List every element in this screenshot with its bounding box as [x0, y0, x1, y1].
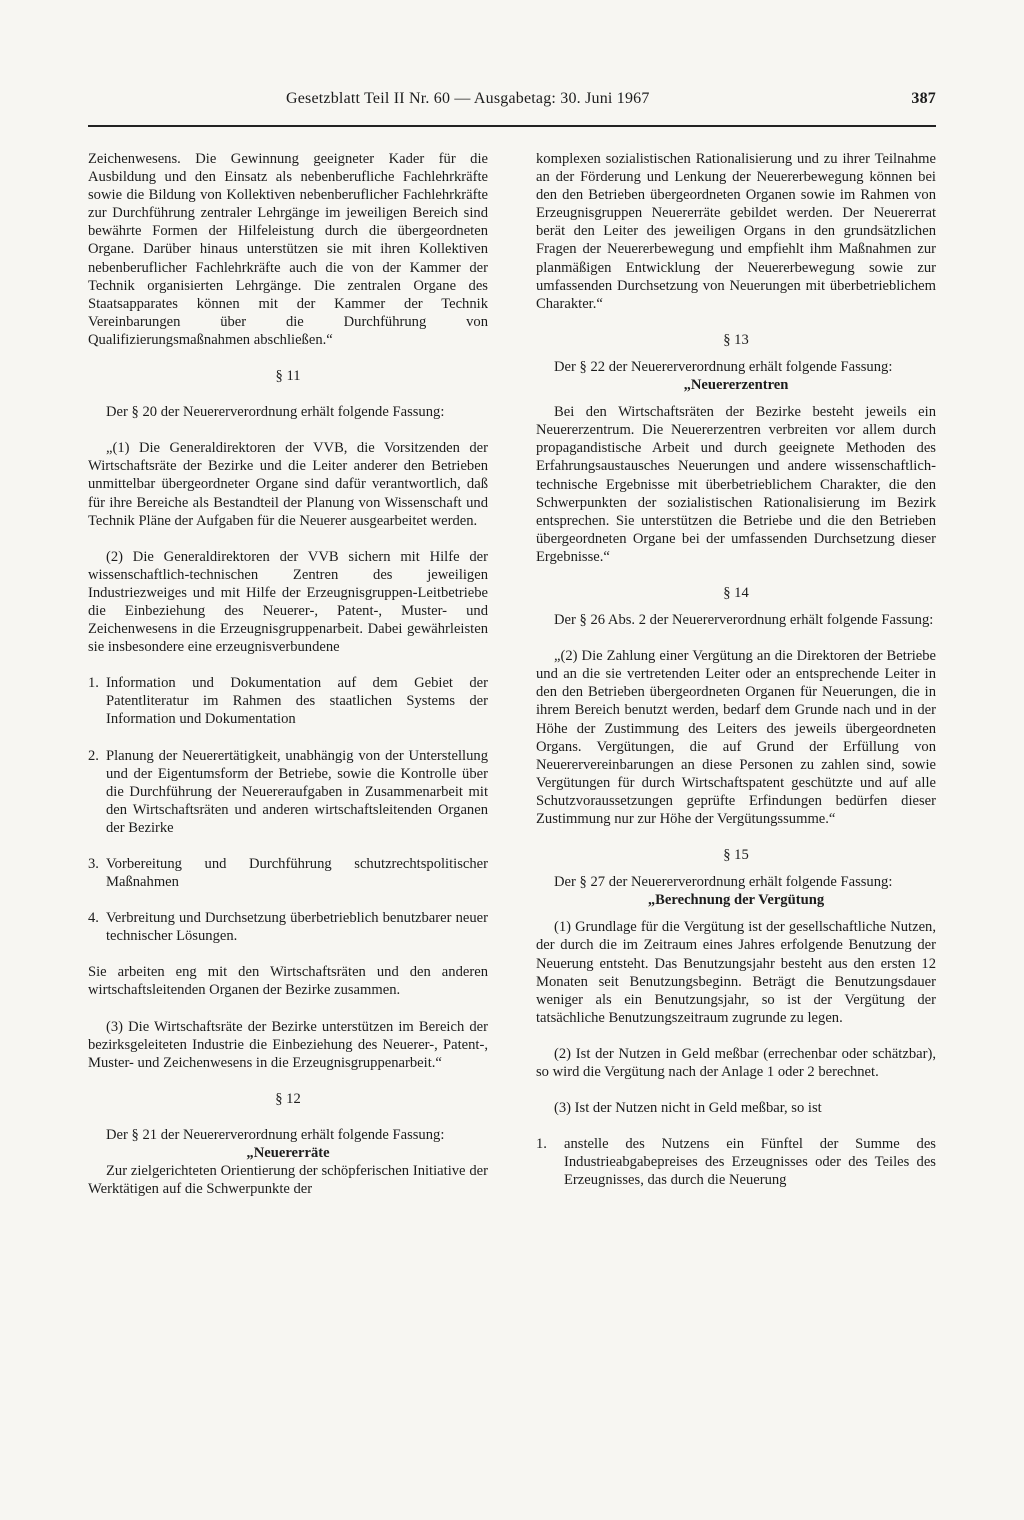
- list-item: [88, 747, 488, 837]
- page-header: [88, 90, 936, 118]
- paragraph: (2) Die Generaldirektoren der VVB sichern mit Hilfe der wissenschaftlich-technischen Zentren des jeweiligen Industriezweiges und mit Hilfe der Erzeugnisgruppen-Leitbetriebe die Einbeziehung des Neuerer-, Patent-, Muster- und Zeichenwesens in die Erzeugnisgruppenarbeit. Dabei gewährleisten sie insbesondere eine erzeugnisverbundene: [88, 548, 488, 656]
- list-item: [88, 909, 488, 945]
- section-heading-15: § 15: [723, 847, 749, 864]
- list-item-number: 4.: [88, 910, 99, 927]
- paragraph: Zur zielgerichteten Orientierung der schöpferischen Initiative der Werktätigen auf die Schwerpunkte der: [88, 1163, 488, 1198]
- section-heading-13: § 13: [723, 331, 749, 348]
- list-item-text: Vorbereitung und Durchführung schutzrechtspolitischer Maßnahmen: [106, 856, 488, 891]
- list-item-text: Planung der Neuerertätigkeit, unabhängig von der Unterstellung und der Eigentumsform der Betriebe, sowie die Kontrolle über die Durchführung der Neuereraufgaben in Zusammenarbeit mit den Wirtschaftsräten und anderen wirtschaftsleitenden Organen der Bezirke: [106, 747, 488, 836]
- section-intro: Der § 21 der Neuererverordnung erhält folgende Fassung:: [106, 1126, 445, 1143]
- section-intro: Der § 22 der Neuererverordnung erhält folgende Fassung:: [554, 358, 893, 375]
- paragraph: „(1) Die Generaldirektoren der VVB, die Vorsitzenden der Wirtschaftsräte der Bezirke und die Leiter anderer den Betrieben unmittelbar übergeordneter Organe sind dafür verantwortlich, daß für ihre Bereiche als Bestandteil der Planung von Wissenschaft und Technik Pläne der Aufgaben für die Neuerer ausgearbeitet werden.: [88, 440, 488, 529]
- list-item-number: 1.: [88, 675, 99, 692]
- right-column: [536, 150, 936, 1190]
- subheading: „Neuererräte: [246, 1145, 330, 1162]
- list-item-number: 2.: [88, 747, 99, 764]
- paragraph: (2) Ist der Nutzen in Geld meßbar (errechenbar oder schätzbar), so wird die Vergütung nach der Anlage 1 oder 2 berechnet.: [536, 1045, 936, 1081]
- section-intro: Der § 26 Abs. 2 der Neuererverordnung erhält folgende Fassung:: [554, 612, 934, 629]
- list-item-number: 1.: [536, 1136, 547, 1153]
- list-item-number: 3.: [88, 856, 99, 872]
- subheading: „Neuererzentren: [683, 377, 789, 394]
- paragraph: (1) Grundlage für die Vergütung ist der gesellschaftliche Nutzen, der durch die im Zeitraum eines Jahres erfolgende Benutzung der Neuerung entsteht. Das Benutzungsjahr besteht aus den ersten 12 Monaten seit Benutzungsbeginn. Beträgt die Benutzungsdauer weniger als ein Benutzungsjahr, so ist der Vergütung der tatsächliche Benutzungszeitraum zugrunde zu legen.: [536, 919, 936, 1026]
- subheading: „Berechnung der Vergütung: [647, 892, 825, 909]
- paragraph: „(2) Die Zahlung einer Vergütung an die Direktoren der Betriebe und an die sie vertretenden Leiter oder an entsprechende Leiter in den den Betrieben übergeordneten Organen für Neuerungen, die in ihrem Bereich benutzt werden, bedarf dem Grunde nach und in der Höhe der Zustimmung des Leiters des jeweils übergeordneten Organs. Vergütungen, die auf Grund der Erfüllung von Neuerervereinbarungen an diese Personen zu zahlen sind, sowie Vergütungen für durch Wirtschaftspatent geschützte und auf alle Schutzvoraussetzungen geprüfte Erfindungen bedürfen dieser Zustimmung nur zur Höhe der Vergütungssumme.“: [536, 648, 936, 827]
- paragraph: Zeichenwesens. Die Gewinnung geeigneter Kader für die Ausbildung und den Einsatz als nebenberufliche Fachlehrkräfte sowie die Bildung von Kollektiven nebenberuflicher Fachlehrkräfte zur Durchführung zentraler Lehrgänge im jeweiligen Bereich sind bewährte Formen der Hilfeleistung durch die übergeordneten Organe. Darüber hinaus unterstützen sie mit ihren Kollektiven nebenberuflicher Fachlehrkräfte auch die von der Kammer der Technik organisierten Lehrgänge. Die zentralen Organe des Staatsapparates können mit der Kammer der Technik Vereinbarungen über die Durchführung von Qualifizierungsmaßnahmen abschließen.“: [88, 151, 488, 348]
- paragraph: (3) Die Wirtschaftsräte der Bezirke unterstützen im Bereich der bezirksgeleiteten Industrie die Einbeziehung des Neuerer-, Patent-, Muster- und Zeichenwesens in die Erzeugnisgruppenarbeit.“: [88, 1018, 488, 1071]
- list-item: [536, 1135, 936, 1189]
- page-number: 387: [911, 90, 936, 107]
- section-intro: Der § 27 der Neuererverordnung erhält folgende Fassung:: [554, 874, 893, 891]
- header-title: Gesetzblatt Teil II Nr. 60 — Ausgabetag: 30. Juni 1967: [286, 90, 650, 107]
- section-heading-12: § 12: [275, 1090, 301, 1107]
- list-item: [88, 855, 488, 891]
- section-intro: Der § 20 der Neuererverordnung erhält folgende Fassung:: [106, 404, 445, 421]
- header-rule: [88, 125, 936, 127]
- paragraph: (3) Ist der Nutzen nicht in Geld meßbar, so ist: [554, 1100, 822, 1117]
- left-column: [88, 150, 488, 1198]
- list-item-text: anstelle des Nutzens ein Fünftel der Summe des Industrieabgabepreises des Erzeugnisses oder des Teiles des Erzeugnisses, das durch die Neuerung: [564, 1136, 936, 1189]
- paragraph: Sie arbeiten eng mit den Wirtschaftsräten und den anderen wirtschaftsleitenden Organen der Bezirke zusammen.: [88, 964, 488, 999]
- list-item-text: Verbreitung und Durchsetzung überbetrieblich benutzbarer neuer technischer Lösungen.: [106, 910, 488, 945]
- list-item-text: Information und Dokumentation auf dem Gebiet der Patentliteratur im Rahmen des staatlichen Systems der Information und Dokumentation: [106, 675, 488, 728]
- list-item: [88, 674, 488, 728]
- paragraph: Bei den Wirtschaftsräten der Bezirke besteht jeweils ein Neuererzentrum. Die Neuererzentren verbreiten vor allem durch propagandistische Arbeit und durch geeignete Methoden des Erfahrungsaustausches Neuerungen und andere wissenschaftlich-technische Ergebnisse mit überbetrieblichem Charakter, die den Schwerpunkten der sozialistischen Rationalisierung im Bezirk entsprechen. Sie unterstützen die Betriebe und die den Betrieben übergeordneten Organe bei der umfassenden Durchsetzung dieser Ergebnisse.“: [536, 404, 936, 565]
- paragraph: komplexen sozialistischen Rationalisierung und zu ihrer Teilnahme an der Förderung und Lenkung der Neuererbewegung können bei den den Betrieben übergeordneten Organen sowie im Rahmen von Erzeugnisgruppen Neuererräte gebildet werden. Der Neuererrat berät den Leiter des jeweiligen Organs in den grundsätzlichen Fragen der Neuererbewegung und empfiehlt ihm Maßnahmen zur planmäßigen Entwicklung der Neuererbewegung sowie zur umfassenden Durchsetzung von Neuerungen mit überbetrieblichem Charakter.“: [536, 151, 936, 312]
- section-heading-14: § 14: [723, 584, 749, 601]
- section-heading-11: § 11: [275, 368, 301, 385]
